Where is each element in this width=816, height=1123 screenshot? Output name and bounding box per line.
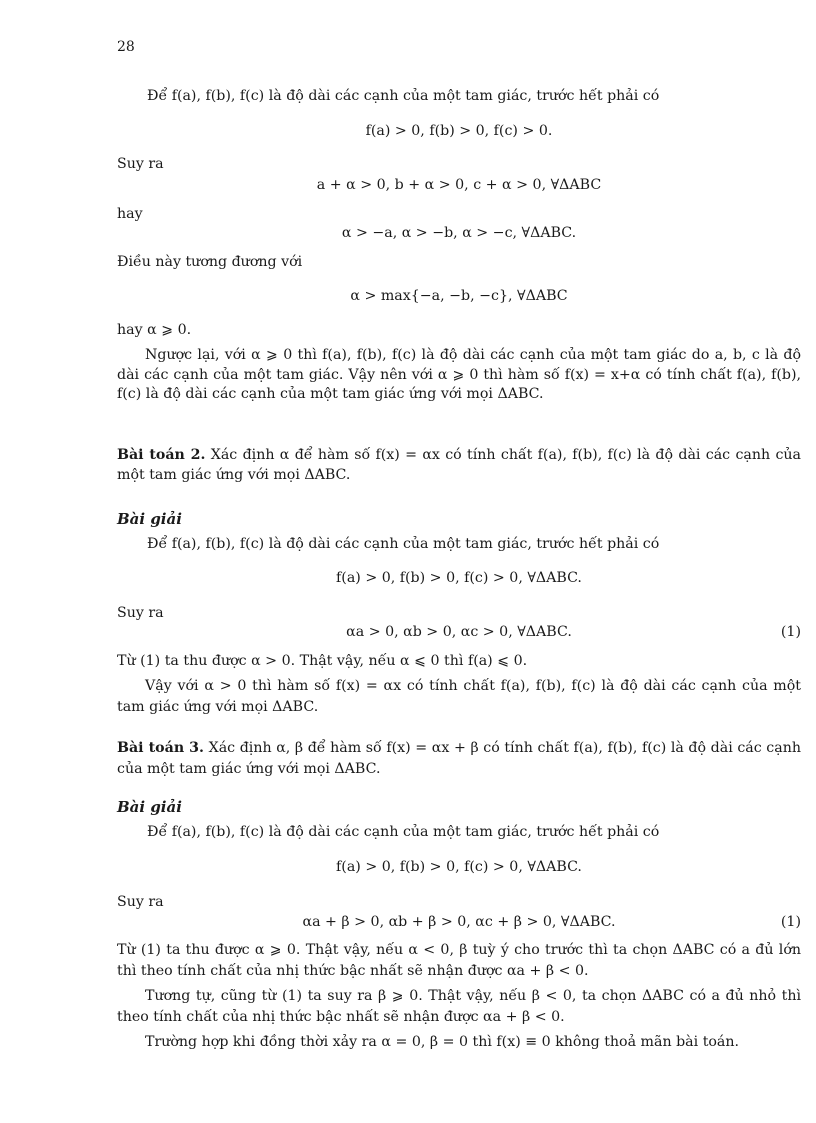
paragraph: Vậy với α > 0 thì hàm số f(x) = αx có tính chất f(a), f(b), f(c) là độ dài các cạnh của một tam giác ứng với mọi ΔABC. xyxy=(117,678,801,715)
equation: α > max{−a, −b, −c}, ∀ΔABC xyxy=(350,288,568,304)
paragraph: Tương tự, cũng từ (1) ta suy ra β ⩾ 0. Thật vậy, nếu β < 0, ta chọn ΔABC có a đủ nhỏ thì theo tính chất của nhị thức bậc nhất sẽ nhận được αa + β < 0. xyxy=(117,988,801,1025)
paragraph: Từ (1) ta thu được α ⩾ 0. Thật vậy, nếu α < 0, β tuỳ ý cho trước thì ta chọn ΔABC có a đủ lớn thì theo tính chất của nhị thức bậc nhất sẽ nhận được αa + β < 0. xyxy=(117,942,801,979)
equation: f(a) > 0, f(b) > 0, f(c) > 0, ∀ΔABC. xyxy=(336,570,582,586)
problem-2-label: Bài toán 2. xyxy=(117,447,206,463)
solution-heading: Bài giải xyxy=(117,510,182,528)
text-line: Suy ra xyxy=(117,894,164,910)
equation: αa > 0, αb > 0, αc > 0, ∀ΔABC. xyxy=(346,624,572,640)
problem-2-text: Xác định α để hàm số f(x) = αx có tính chất f(a), f(b), f(c) là độ dài các cạnh của một tam giác ứng với mọi ΔABC. xyxy=(117,447,801,483)
equation-numbered xyxy=(117,913,801,931)
text-line: hay xyxy=(117,206,143,222)
text-line: Để f(a), f(b), f(c) là độ dài các cạnh của một tam giác, trước hết phải có xyxy=(147,536,660,552)
text-line: Suy ra xyxy=(117,605,164,621)
text-line: Điều này tương đương với xyxy=(117,254,303,270)
text-line: Từ (1) ta thu được α > 0. Thật vậy, nếu α ⩽ 0 thì f(a) ⩽ 0. xyxy=(117,653,528,669)
problem-3-statement xyxy=(117,738,801,780)
page-number: 28 xyxy=(117,39,135,55)
equation: f(a) > 0, f(b) > 0, f(c) > 0. xyxy=(365,123,553,139)
paragraph: Trường hợp khi đồng thời xảy ra α = 0, β = 0 thì f(x) ≡ 0 không thoả mãn bài toán. xyxy=(145,1034,740,1050)
equation: f(a) > 0, f(b) > 0, f(c) > 0, ∀ΔABC. xyxy=(336,859,582,875)
equation-numbered xyxy=(117,623,801,641)
equation: αa + β > 0, αb + β > 0, αc + β > 0, ∀ΔABC. xyxy=(302,914,616,930)
text-line: Để f(a), f(b), f(c) là độ dài các cạnh của một tam giác, trước hết phải có xyxy=(147,88,660,104)
equation-number: (1) xyxy=(780,914,801,930)
equation-number: (1) xyxy=(780,624,801,640)
problem-3-text: Xác định α, β để hàm số f(x) = αx + β có tính chất f(a), f(b), f(c) là độ dài các cạnh của một tam giác ứng với mọi ΔABC. xyxy=(117,740,801,777)
text-line: Suy ra xyxy=(117,156,164,172)
equation: α > −a, α > −b, α > −c, ∀ΔABC. xyxy=(341,225,577,241)
problem-2-statement xyxy=(117,446,801,485)
solution-heading: Bài giải xyxy=(117,798,182,816)
text-line: hay α ⩾ 0. xyxy=(117,322,192,338)
problem-3-label: Bài toán 3. xyxy=(117,740,204,756)
equation: a + α > 0, b + α > 0, c + α > 0, ∀ΔABC xyxy=(316,177,602,193)
paragraph: Ngược lại, với α ⩾ 0 thì f(a), f(b), f(c) là độ dài các cạnh của một tam giác do a, b, c là độ dài các cạnh của một tam giác. Vậy nên với α ⩾ 0 thì hàm số f(x) = x+α có tính chất f(a), f(b), f(c) là độ dài các cạnh của một tam giác ứng với mọi ΔABC. xyxy=(117,347,801,402)
text-line: Để f(a), f(b), f(c) là độ dài các cạnh của một tam giác, trước hết phải có xyxy=(147,824,660,840)
